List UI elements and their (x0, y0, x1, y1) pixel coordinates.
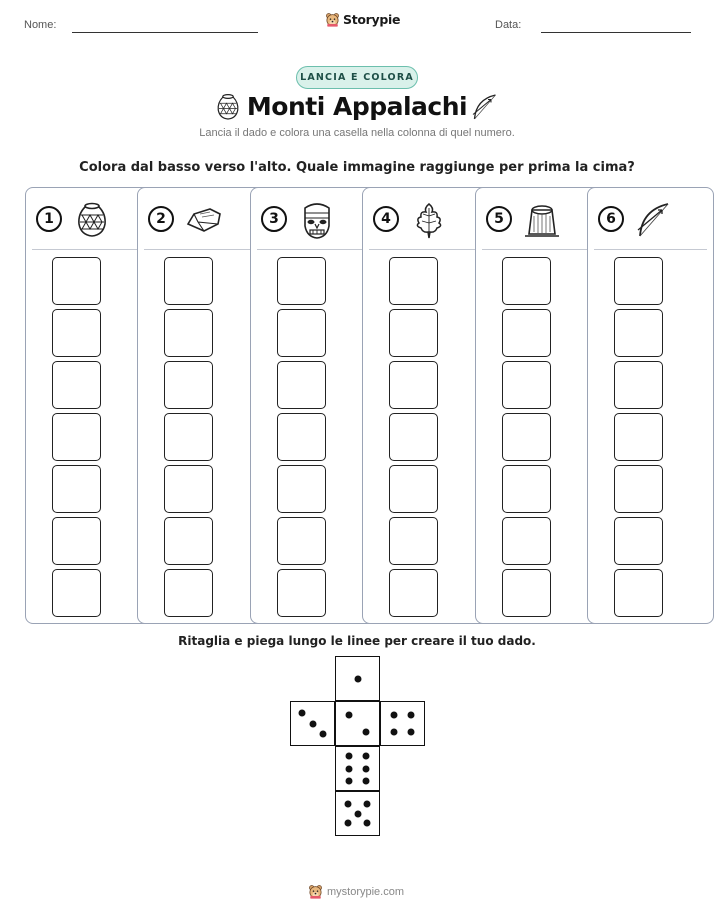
instruction-top: Colora dal basso verso l'alto. Quale immagine raggiunge per prima la cima? (79, 160, 635, 175)
oak-leaf-icon (409, 200, 449, 240)
storypie-bear-icon (325, 12, 340, 27)
column-divider (369, 249, 482, 250)
column-number: 1 (36, 206, 62, 232)
die-pip (320, 731, 327, 738)
die-pip (364, 800, 371, 807)
tree-stump-icon (522, 200, 562, 240)
color-cell[interactable] (52, 257, 101, 305)
die-face-5 (335, 791, 380, 836)
color-cell[interactable] (614, 413, 663, 461)
bow-and-arrow-icon (470, 92, 500, 122)
color-cell[interactable] (164, 361, 213, 409)
date-line[interactable] (541, 32, 691, 33)
column-divider (144, 249, 257, 250)
color-cell[interactable] (164, 569, 213, 617)
color-cell[interactable] (389, 413, 438, 461)
color-cell[interactable] (52, 413, 101, 461)
column-3 (250, 187, 377, 624)
storypie-bear-icon (308, 884, 323, 899)
column-divider (32, 249, 145, 250)
color-cell[interactable] (389, 361, 438, 409)
color-cell[interactable] (502, 465, 551, 513)
color-cell[interactable] (164, 465, 213, 513)
column-5 (475, 187, 602, 624)
rock-slab-icon (184, 200, 224, 240)
die-pip (390, 711, 397, 718)
column-header (486, 200, 591, 238)
column-divider (257, 249, 370, 250)
color-cell[interactable] (52, 465, 101, 513)
color-cell[interactable] (52, 361, 101, 409)
date-label: Data: (495, 19, 522, 31)
color-cell[interactable] (52, 517, 101, 565)
column-header (148, 200, 253, 238)
die-pip (363, 765, 370, 772)
color-cell[interactable] (502, 361, 551, 409)
die-face-2 (335, 701, 380, 746)
page-title: Monti Appalachi (246, 92, 468, 121)
color-cell[interactable] (502, 569, 551, 617)
color-cell[interactable] (502, 309, 551, 357)
column-2 (137, 187, 264, 624)
color-cell[interactable] (277, 465, 326, 513)
color-cell[interactable] (277, 569, 326, 617)
color-cell[interactable] (614, 361, 663, 409)
brand (325, 12, 400, 27)
column-header (598, 200, 703, 238)
color-cell[interactable] (277, 413, 326, 461)
brand-name: Storypie (343, 12, 401, 27)
bow-and-arrow-icon (634, 200, 674, 240)
subtitle: Lancia il dado e colora una casella nella colonna di quel numero. (199, 127, 515, 139)
color-cell[interactable] (614, 465, 663, 513)
color-cell[interactable] (164, 413, 213, 461)
die-pip (363, 753, 370, 760)
color-cell[interactable] (52, 569, 101, 617)
column-divider (482, 249, 595, 250)
column-1 (25, 187, 152, 624)
color-cell[interactable] (502, 517, 551, 565)
color-cell[interactable] (614, 517, 663, 565)
column-header (373, 200, 478, 238)
die-pip (354, 675, 361, 682)
column-number: 6 (598, 206, 624, 232)
column-number: 3 (261, 206, 287, 232)
color-cell[interactable] (277, 361, 326, 409)
die-pip (344, 800, 351, 807)
column-divider (594, 249, 707, 250)
die-pip (364, 820, 371, 827)
die-face-4 (380, 701, 425, 746)
footer (308, 884, 404, 899)
die-pip (363, 729, 370, 736)
instruction-bottom: Ritaglia e piega lungo le linee per creare il tuo dado. (178, 634, 536, 648)
column-6 (587, 187, 714, 624)
name-line[interactable] (72, 32, 258, 33)
color-cell[interactable] (502, 257, 551, 305)
color-cell[interactable] (277, 309, 326, 357)
die-pip (345, 711, 352, 718)
activity-badge: LANCIA E COLORA (296, 66, 418, 89)
color-cell[interactable] (164, 309, 213, 357)
color-cell[interactable] (614, 569, 663, 617)
color-cell[interactable] (389, 465, 438, 513)
die-pip (408, 711, 415, 718)
name-label: Nome: (24, 19, 57, 31)
die-face-6 (335, 746, 380, 791)
column-number: 2 (148, 206, 174, 232)
die-pip (344, 820, 351, 827)
die-pip (363, 777, 370, 784)
column-header (36, 200, 141, 238)
tribal-mask-icon (297, 200, 337, 240)
die-pip (345, 765, 352, 772)
footer-url: mystorypie.com (327, 885, 405, 898)
die-pip (345, 753, 352, 760)
die-face-1 (335, 656, 380, 701)
color-cell[interactable] (277, 517, 326, 565)
clay-pot-icon (72, 200, 112, 240)
color-cell[interactable] (52, 309, 101, 357)
color-cell[interactable] (389, 257, 438, 305)
color-cell[interactable] (164, 257, 213, 305)
die-pip (298, 709, 305, 716)
die-pip (309, 720, 316, 727)
color-cell[interactable] (389, 517, 438, 565)
color-cell[interactable] (614, 309, 663, 357)
column-number: 4 (373, 206, 399, 232)
die-pip (390, 729, 397, 736)
color-cell[interactable] (614, 257, 663, 305)
die-face-3 (290, 701, 335, 746)
column-4 (362, 187, 489, 624)
color-cell[interactable] (389, 569, 438, 617)
color-cell[interactable] (502, 413, 551, 461)
column-header (261, 200, 366, 238)
color-cell[interactable] (277, 257, 326, 305)
color-cell[interactable] (164, 517, 213, 565)
die-pip (354, 810, 361, 817)
color-cell[interactable] (389, 309, 438, 357)
die-pip (345, 777, 352, 784)
column-number: 5 (486, 206, 512, 232)
die-pip (408, 729, 415, 736)
